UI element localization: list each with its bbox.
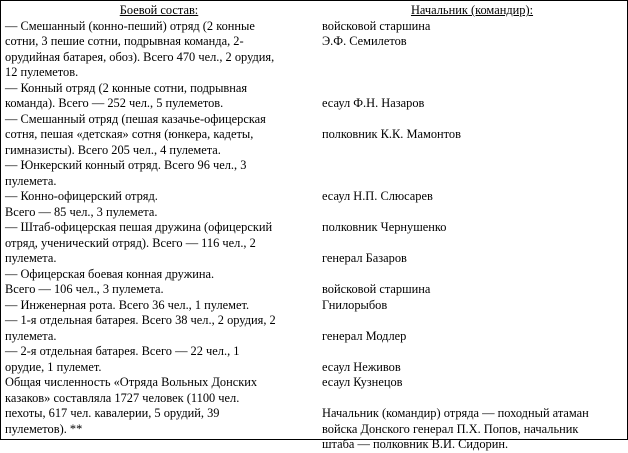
commander-line bbox=[322, 65, 622, 81]
commander-line: штаба — полковник В.И. Сидорин. bbox=[322, 437, 509, 451]
commander-line bbox=[322, 344, 622, 360]
commander-line: полковник К.К. Мамонтов bbox=[322, 127, 461, 141]
commander-line bbox=[322, 50, 622, 66]
composition-line: — Конный отряд (2 конные сотни, подрывная bbox=[5, 80, 248, 95]
composition-line: пулемета. bbox=[5, 251, 57, 265]
composition-header: Боевой состав: bbox=[119, 3, 199, 17]
composition-line: команда). Всего — 252 чел., 5 пулеметов. bbox=[5, 96, 224, 110]
composition-line: сотни, 3 пешие сотни, подрывная команда, 2- bbox=[5, 34, 244, 48]
commander-line: полковник Чернушенко bbox=[322, 220, 447, 234]
commander-line bbox=[322, 158, 622, 174]
commander-line bbox=[322, 236, 622, 252]
composition-line: пулемета. bbox=[5, 173, 57, 188]
composition-line: Всего — 106 чел., 3 пулемета. bbox=[5, 282, 164, 296]
composition-line: отряд, ученический отряд). Всего — 116 чел., 2 bbox=[5, 235, 256, 250]
composition-line: — Смешанный отряд (пешая казачье-офицерская bbox=[5, 111, 266, 126]
commander-line: генерал Модлер bbox=[322, 328, 407, 343]
commander-line bbox=[322, 143, 622, 159]
composition-line: сотня, пешая «детская» сотня (юнкера, кадеты, bbox=[5, 127, 254, 141]
composition-line: пулеметов). ** bbox=[5, 421, 83, 436]
commander-line: есаул Кузнецов bbox=[322, 375, 403, 389]
composition-line: 12 пулеметов. bbox=[5, 65, 79, 79]
composition-line: казаков» составляла 1727 человек (1100 чел. bbox=[5, 390, 240, 405]
commander-line: есаул Неживов bbox=[322, 359, 401, 374]
commander-line: войсковой старшина bbox=[322, 282, 431, 296]
composition-line: Всего — 85 чел., 3 пулемета. bbox=[5, 204, 158, 219]
commander-line: есаул Н.П. Слюсарев bbox=[322, 189, 433, 203]
composition-line: — Штаб-офицерская пешая дружина (офицерский bbox=[5, 220, 273, 234]
commander-line: Э.Ф. Семилетов bbox=[322, 34, 407, 48]
composition-lines bbox=[5, 19, 313, 438]
composition-line: гимназисты). Всего 205 чел., 4 пулемета. bbox=[5, 142, 221, 157]
commander-line bbox=[322, 391, 622, 407]
commander-line bbox=[322, 313, 622, 329]
composition-line: пулемета. bbox=[5, 328, 57, 343]
commander-line bbox=[322, 267, 622, 283]
commander-line: войска Донского генерал П.Х. Попов, начальник bbox=[322, 421, 579, 436]
commander-line: генерал Базаров bbox=[322, 251, 407, 265]
composition-line: — Офицерская боевая конная дружина. bbox=[5, 266, 215, 281]
commander-line bbox=[322, 174, 622, 190]
commander-line: Гнилорыбов bbox=[322, 297, 388, 312]
composition-line: — Юнкерский конный отряд. Всего 96 чел., 3 bbox=[5, 158, 247, 172]
composition-line: — 1-я отдельная батарея. Всего 38 чел., 2 орудия, 2 bbox=[5, 313, 276, 327]
composition-line: орудие, 1 пулемет. bbox=[5, 359, 102, 374]
commander-line: войсковой старшина bbox=[322, 18, 431, 33]
commander-lines bbox=[322, 19, 622, 453]
composition-line: Общая численность «Отряда Вольных Донских bbox=[5, 375, 258, 389]
commander-line bbox=[322, 81, 622, 97]
composition-line: — 2-я отдельная батарея. Всего — 22 чел., 1 bbox=[5, 344, 240, 358]
commander-line: есаул Ф.Н. Назаров bbox=[322, 96, 425, 110]
composition-column bbox=[5, 3, 313, 437]
commander-column bbox=[322, 3, 622, 453]
commander-line: Начальник (командир) отряда — походный атаман bbox=[322, 406, 589, 420]
composition-line: — Смешанный (конно-пеший) отряд (2 конные bbox=[5, 18, 255, 33]
composition-line: орудийная батарея, обоз). Всего 470 чел., 2 орудия, bbox=[5, 49, 275, 64]
composition-line: — Инженерная рота. Всего 36 чел., 1 пулемет. bbox=[5, 297, 250, 312]
composition-line: — Конно-офицерский отряд. bbox=[5, 189, 158, 203]
commander-line bbox=[322, 205, 622, 221]
commander-header: Начальник (командир): bbox=[410, 3, 534, 17]
composition-line: пехоты, 617 чел. кавалерии, 5 орудий, 39 bbox=[5, 406, 220, 420]
commander-line bbox=[322, 112, 622, 128]
